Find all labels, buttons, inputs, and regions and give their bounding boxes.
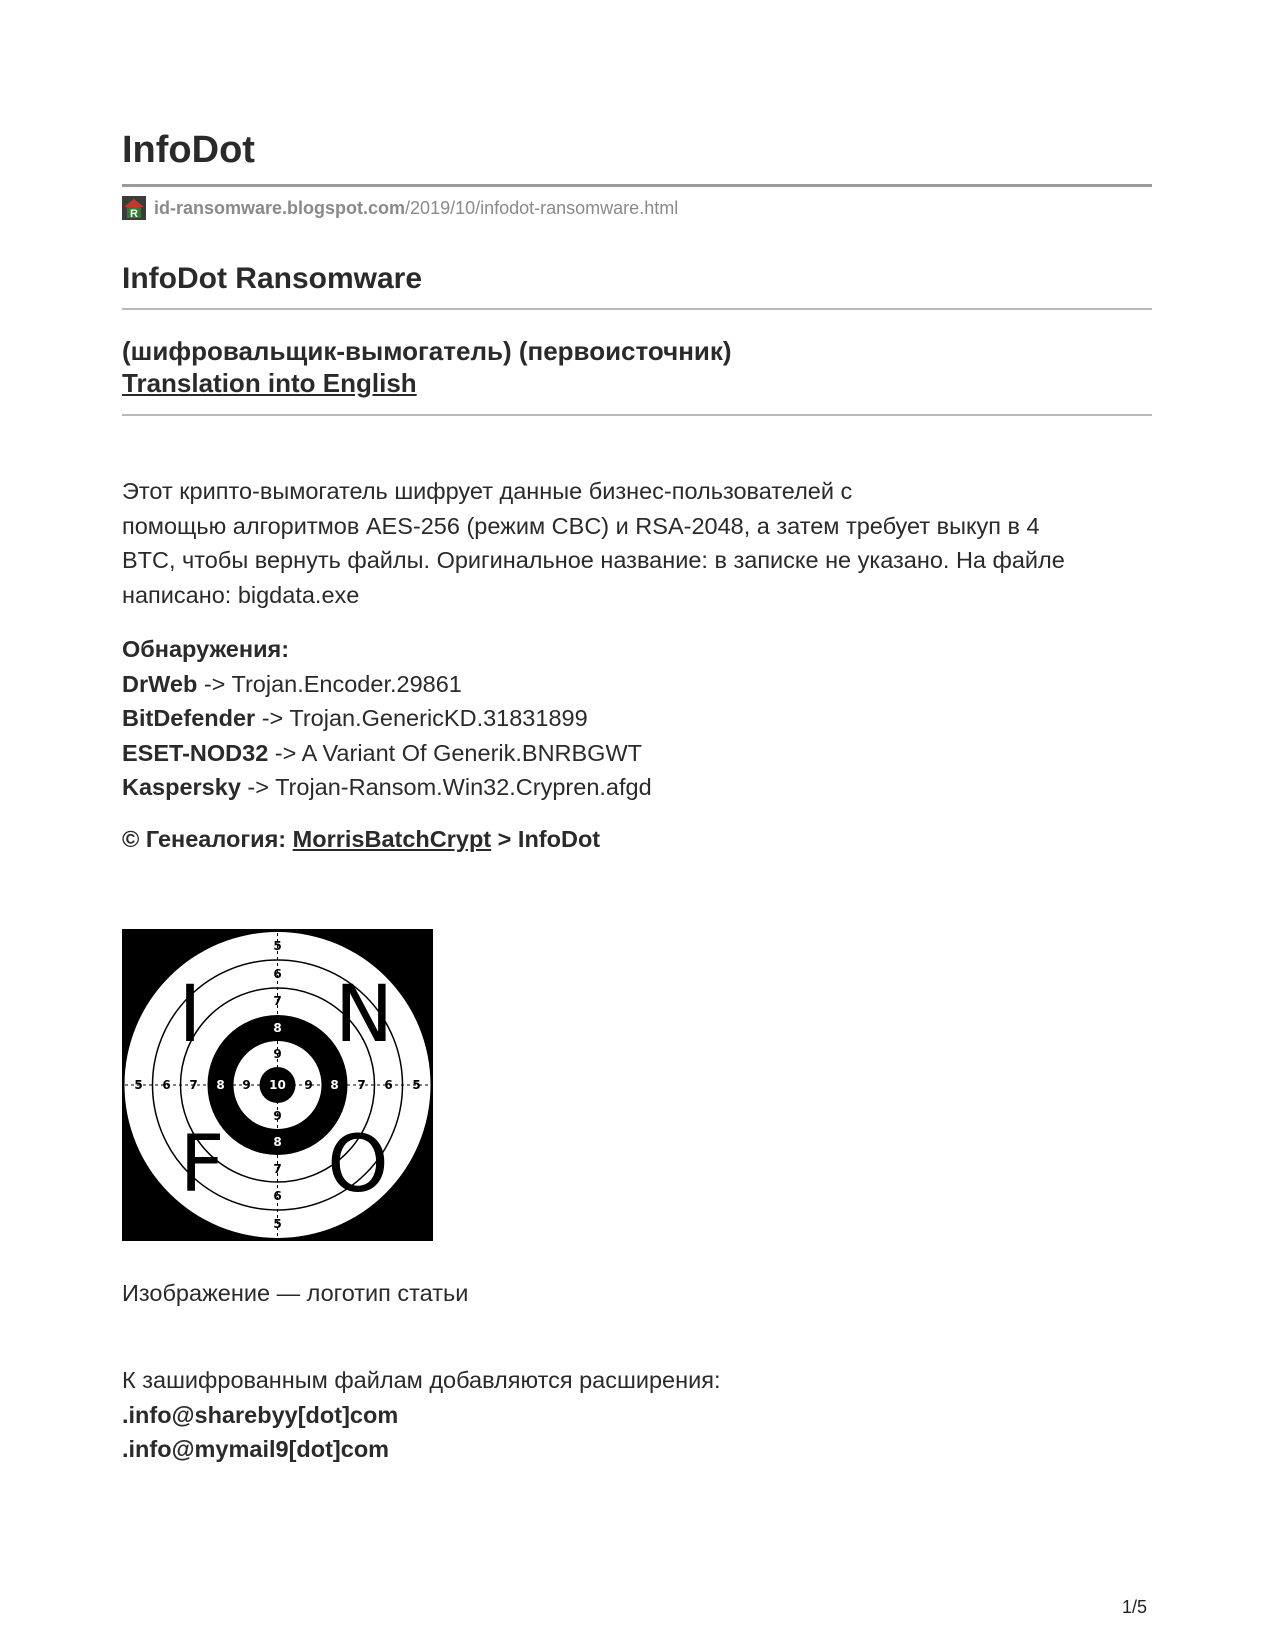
intro-line: помощью алгоритмов AES-256 (режим CBC) и RSA-2048, а затем требует выкуп в 4 xyxy=(122,512,1040,539)
article-heading: InfoDot Ransomware xyxy=(122,262,423,295)
article-logo-image xyxy=(122,929,433,1241)
ring-score-label: 5 xyxy=(273,939,282,953)
ring-score-label: 8 xyxy=(273,1021,282,1035)
detection-result: -> Trojan-Ransom.Win32.Crypren.afgd xyxy=(240,774,652,800)
ring-score-label: 6 xyxy=(162,1078,171,1092)
ring-score-label: 5 xyxy=(134,1078,143,1092)
ring-score-label: 6 xyxy=(273,967,282,981)
detection-item xyxy=(122,736,1152,771)
logo-letter-f: F xyxy=(179,1120,225,1210)
logo-letter-o: O xyxy=(327,1120,389,1210)
blog-favicon-icon xyxy=(122,196,146,220)
svg-text:R: R xyxy=(130,208,138,220)
ring-score-label: 9 xyxy=(242,1078,251,1092)
ring-score-label: 9 xyxy=(304,1078,313,1092)
detection-item xyxy=(122,667,1152,702)
translation-line xyxy=(122,367,417,399)
target-logo-svg xyxy=(122,929,433,1241)
engine-name: ESET-NOD32 xyxy=(122,739,269,766)
genealogy-prefix: © Генеалогия: xyxy=(122,826,293,852)
logo-letter-n: N xyxy=(334,970,394,1060)
ring-score-label: 9 xyxy=(273,1047,282,1061)
intro-line: BTC, чтобы вернуть файлы. Оригинальное название: в записке не указано. На файле xyxy=(122,547,1065,573)
engine-name: Kaspersky xyxy=(122,774,241,800)
title-divider xyxy=(122,184,1152,187)
ring-score-label: 10 xyxy=(269,1078,286,1092)
extensions-block xyxy=(122,1363,1152,1467)
page-number: 1/5 xyxy=(1121,1597,1147,1617)
document-title: InfoDot xyxy=(122,129,255,171)
translation-link[interactable]: Translation into English xyxy=(122,368,417,398)
engine-name: BitDefender xyxy=(122,705,256,731)
ring-score-label: 8 xyxy=(330,1078,339,1092)
ring-score-label: 6 xyxy=(273,1189,282,1203)
detections-block xyxy=(122,632,1152,805)
ring-score-label: 7 xyxy=(357,1078,366,1092)
ring-score-label: 6 xyxy=(384,1078,393,1092)
logo-caption: Изображение — логотип статьи xyxy=(122,1280,469,1306)
source-domain: id-ransomware.blogspot.com xyxy=(154,197,406,218)
ring-score-label: 7 xyxy=(273,994,282,1008)
engine-name: DrWeb xyxy=(122,670,198,697)
detections-heading: Обнаружения: xyxy=(122,636,290,662)
subtitle-divider xyxy=(122,414,1152,416)
logo-letter-i: I xyxy=(178,970,202,1060)
ring-score-label: 7 xyxy=(189,1078,198,1092)
ring-score-label: 9 xyxy=(273,1109,282,1123)
extension-item: .info@mymail9[dot]com xyxy=(122,1436,390,1462)
ring-score-label: 7 xyxy=(273,1162,282,1176)
source-url[interactable] xyxy=(122,196,678,220)
detection-result: -> A Variant Of Generik.BNRBGWT xyxy=(268,739,642,766)
detection-item xyxy=(122,701,1152,736)
detection-result: -> Trojan.Encoder.29861 xyxy=(197,670,462,697)
ring-score-label: 5 xyxy=(412,1078,421,1092)
ring-score-label: 8 xyxy=(273,1135,282,1149)
intro-line: Этот крипто-вымогатель шифрует данные бизнес-пользователей с xyxy=(122,478,853,504)
source-path: /2019/10/infodot-ransomware.html xyxy=(405,197,679,218)
intro-paragraph xyxy=(122,474,1152,612)
extension-item: .info@sharebyy[dot]com xyxy=(122,1401,399,1428)
detection-item xyxy=(122,770,1152,805)
heading-divider xyxy=(122,308,1152,310)
ring-score-label: 8 xyxy=(216,1078,225,1092)
genealogy-line xyxy=(122,822,1152,857)
genealogy-link[interactable]: MorrisBatchCrypt xyxy=(292,826,492,852)
extensions-intro: К зашифрованным файлам добавляются расширения: xyxy=(122,1367,721,1393)
intro-line: написано: bigdata.exe xyxy=(122,581,360,608)
detection-result: -> Trojan.GenericKD.31831899 xyxy=(255,705,588,731)
ring-score-label: 5 xyxy=(273,1217,282,1231)
genealogy-suffix: > InfoDot xyxy=(491,826,601,852)
article-subtitle: (шифровальщик-вымогатель) (первоисточник) xyxy=(122,336,732,366)
